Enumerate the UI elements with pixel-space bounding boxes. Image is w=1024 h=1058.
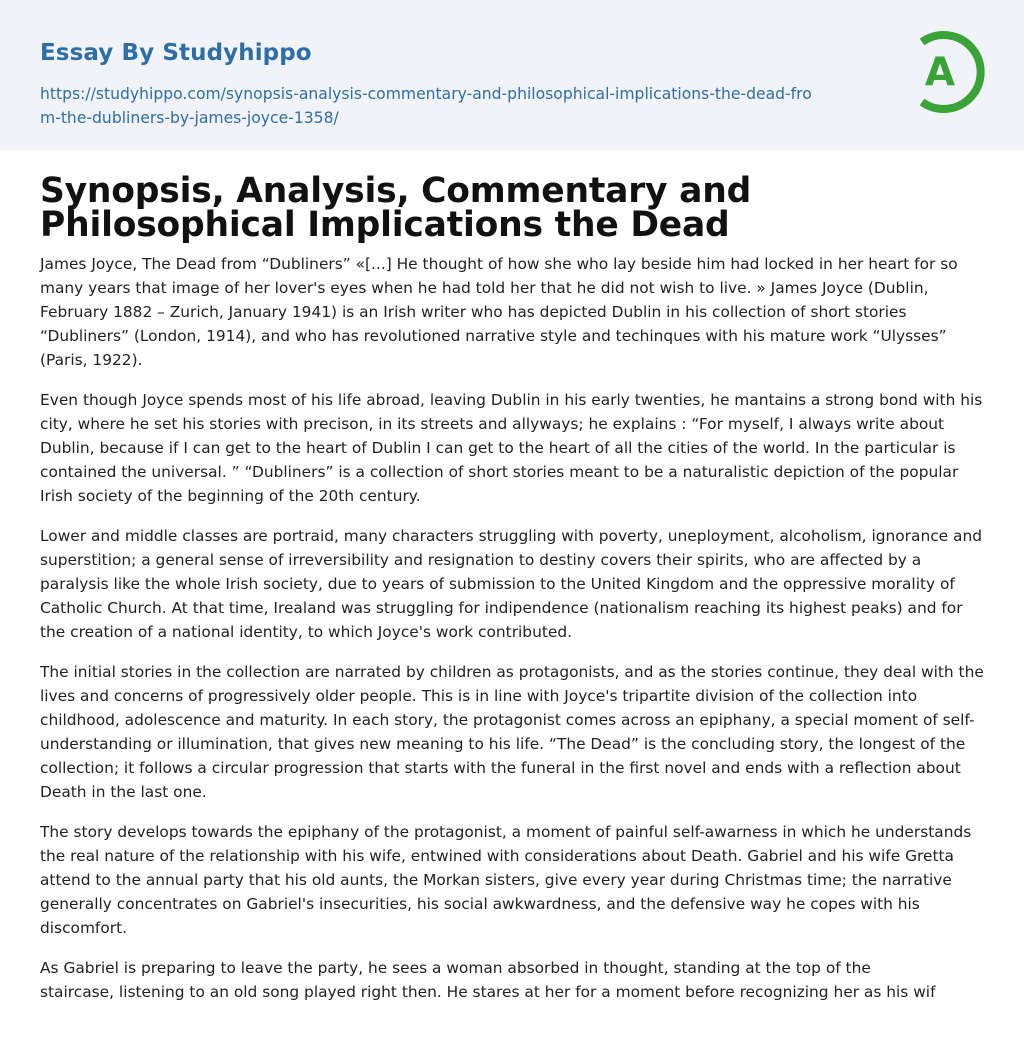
essay-paragraph: Lower and middle classes are portraid, many characters struggling with poverty, uneployment, alcoholism, ignorance and superstition; a general sense of irreversibility and resignation to destiny covers their spirits, who are affected by a paralysis like the whole Irish society, due to years of submission to the United Kingdom and the oppressive morality of Catholic Church. At that time, Irealand was struggling for indipendence (nationalism reaching its highest peaks) and for the creation of a national identity, to which Joyce's work contributed. [40, 527, 982, 641]
essay-line: staircase, listening to an old song played right then. He stares at her for a moment before recognizing her as his wif [40, 983, 936, 1001]
essay-url-link[interactable]: https://studyhippo.com/synopsis-analysis-commentary-and-philosophical-implications-the-dead-from-the-dubliners-by-james-joyce-1358/ [40, 85, 812, 127]
studyhippo-logo-icon[interactable] [906, 28, 990, 116]
essay-paragraph: Even though Joyce spends most of his life abroad, leaving Dublin in his early twenties, he mantains a strong bond with his city, where he set his stories with precison, in its streets and allyways; he explains : “For myself, I always write about Dublin, because if I can get to the heart of Dublin I can get to the heart of all the cities of the world. In the particular is contained the universal. ” “Dubliners” is a collection of short stories meant to be a naturalistic depiction of the popular Irish society of the beginning of the 20th century. [40, 391, 983, 505]
site-header [0, 0, 1024, 150]
essay-title: Synopsis, Analysis, Commentary and Philosophical Implications the Dead [40, 171, 752, 245]
logo-letter: A [924, 50, 956, 95]
essay-paragraph: The story develops towards the epiphany of the protagonist, a moment of painful self-awarness in which he understands the real nature of the relationship with his wife, entwined with considerations about Death. Gabriel and his wife Gretta attend to the annual party that his old aunts, the Morkan sisters, give every year during Christmas time; the narrative generally concentrates on Gabriel's insecurities, his social awkwardness, and the defensive way he copes with his discomfort. [40, 823, 972, 937]
essay-paragraph: The initial stories in the collection are narrated by children as protagonists, and as the stories continue, they deal with the lives and concerns of progressively older people. This is in line with Joyce's tripartite division of the collection into childhood, adolescence and maturity. In each story, the protagonist comes across an epiphany, a special moment of self-understanding or illumination, that gives new meaning to his life. “The Dead” is the concluding story, the longest of the collection; it follows a circular progression that starts with the funeral in the first novel and ends with a reflection about Death in the last one. [40, 663, 984, 801]
essay-paragraph-truncated [40, 956, 984, 1004]
essay-content [0, 171, 1024, 1004]
essay-line: As Gabriel is preparing to leave the party, he sees a woman absorbed in thought, standing at the top of the [40, 959, 871, 977]
essay-paragraph: James Joyce, The Dead from “Dubliners” «[...] He thought of how she who lay beside him had locked in her heart for so many years that image of her lover's eyes when he had told her that he did not wish to live. » James Joyce (Dublin, February 1882 – Zurich, January 1941) is an Irish writer who has depicted Dublin in his collection of short stories “Dubliners” (London, 1914), and who has revolutioned narrative style and techinques with his mature work “Ulysses” (Paris, 1922). [40, 255, 958, 369]
brand-title[interactable]: Essay By Studyhippo [40, 40, 312, 66]
